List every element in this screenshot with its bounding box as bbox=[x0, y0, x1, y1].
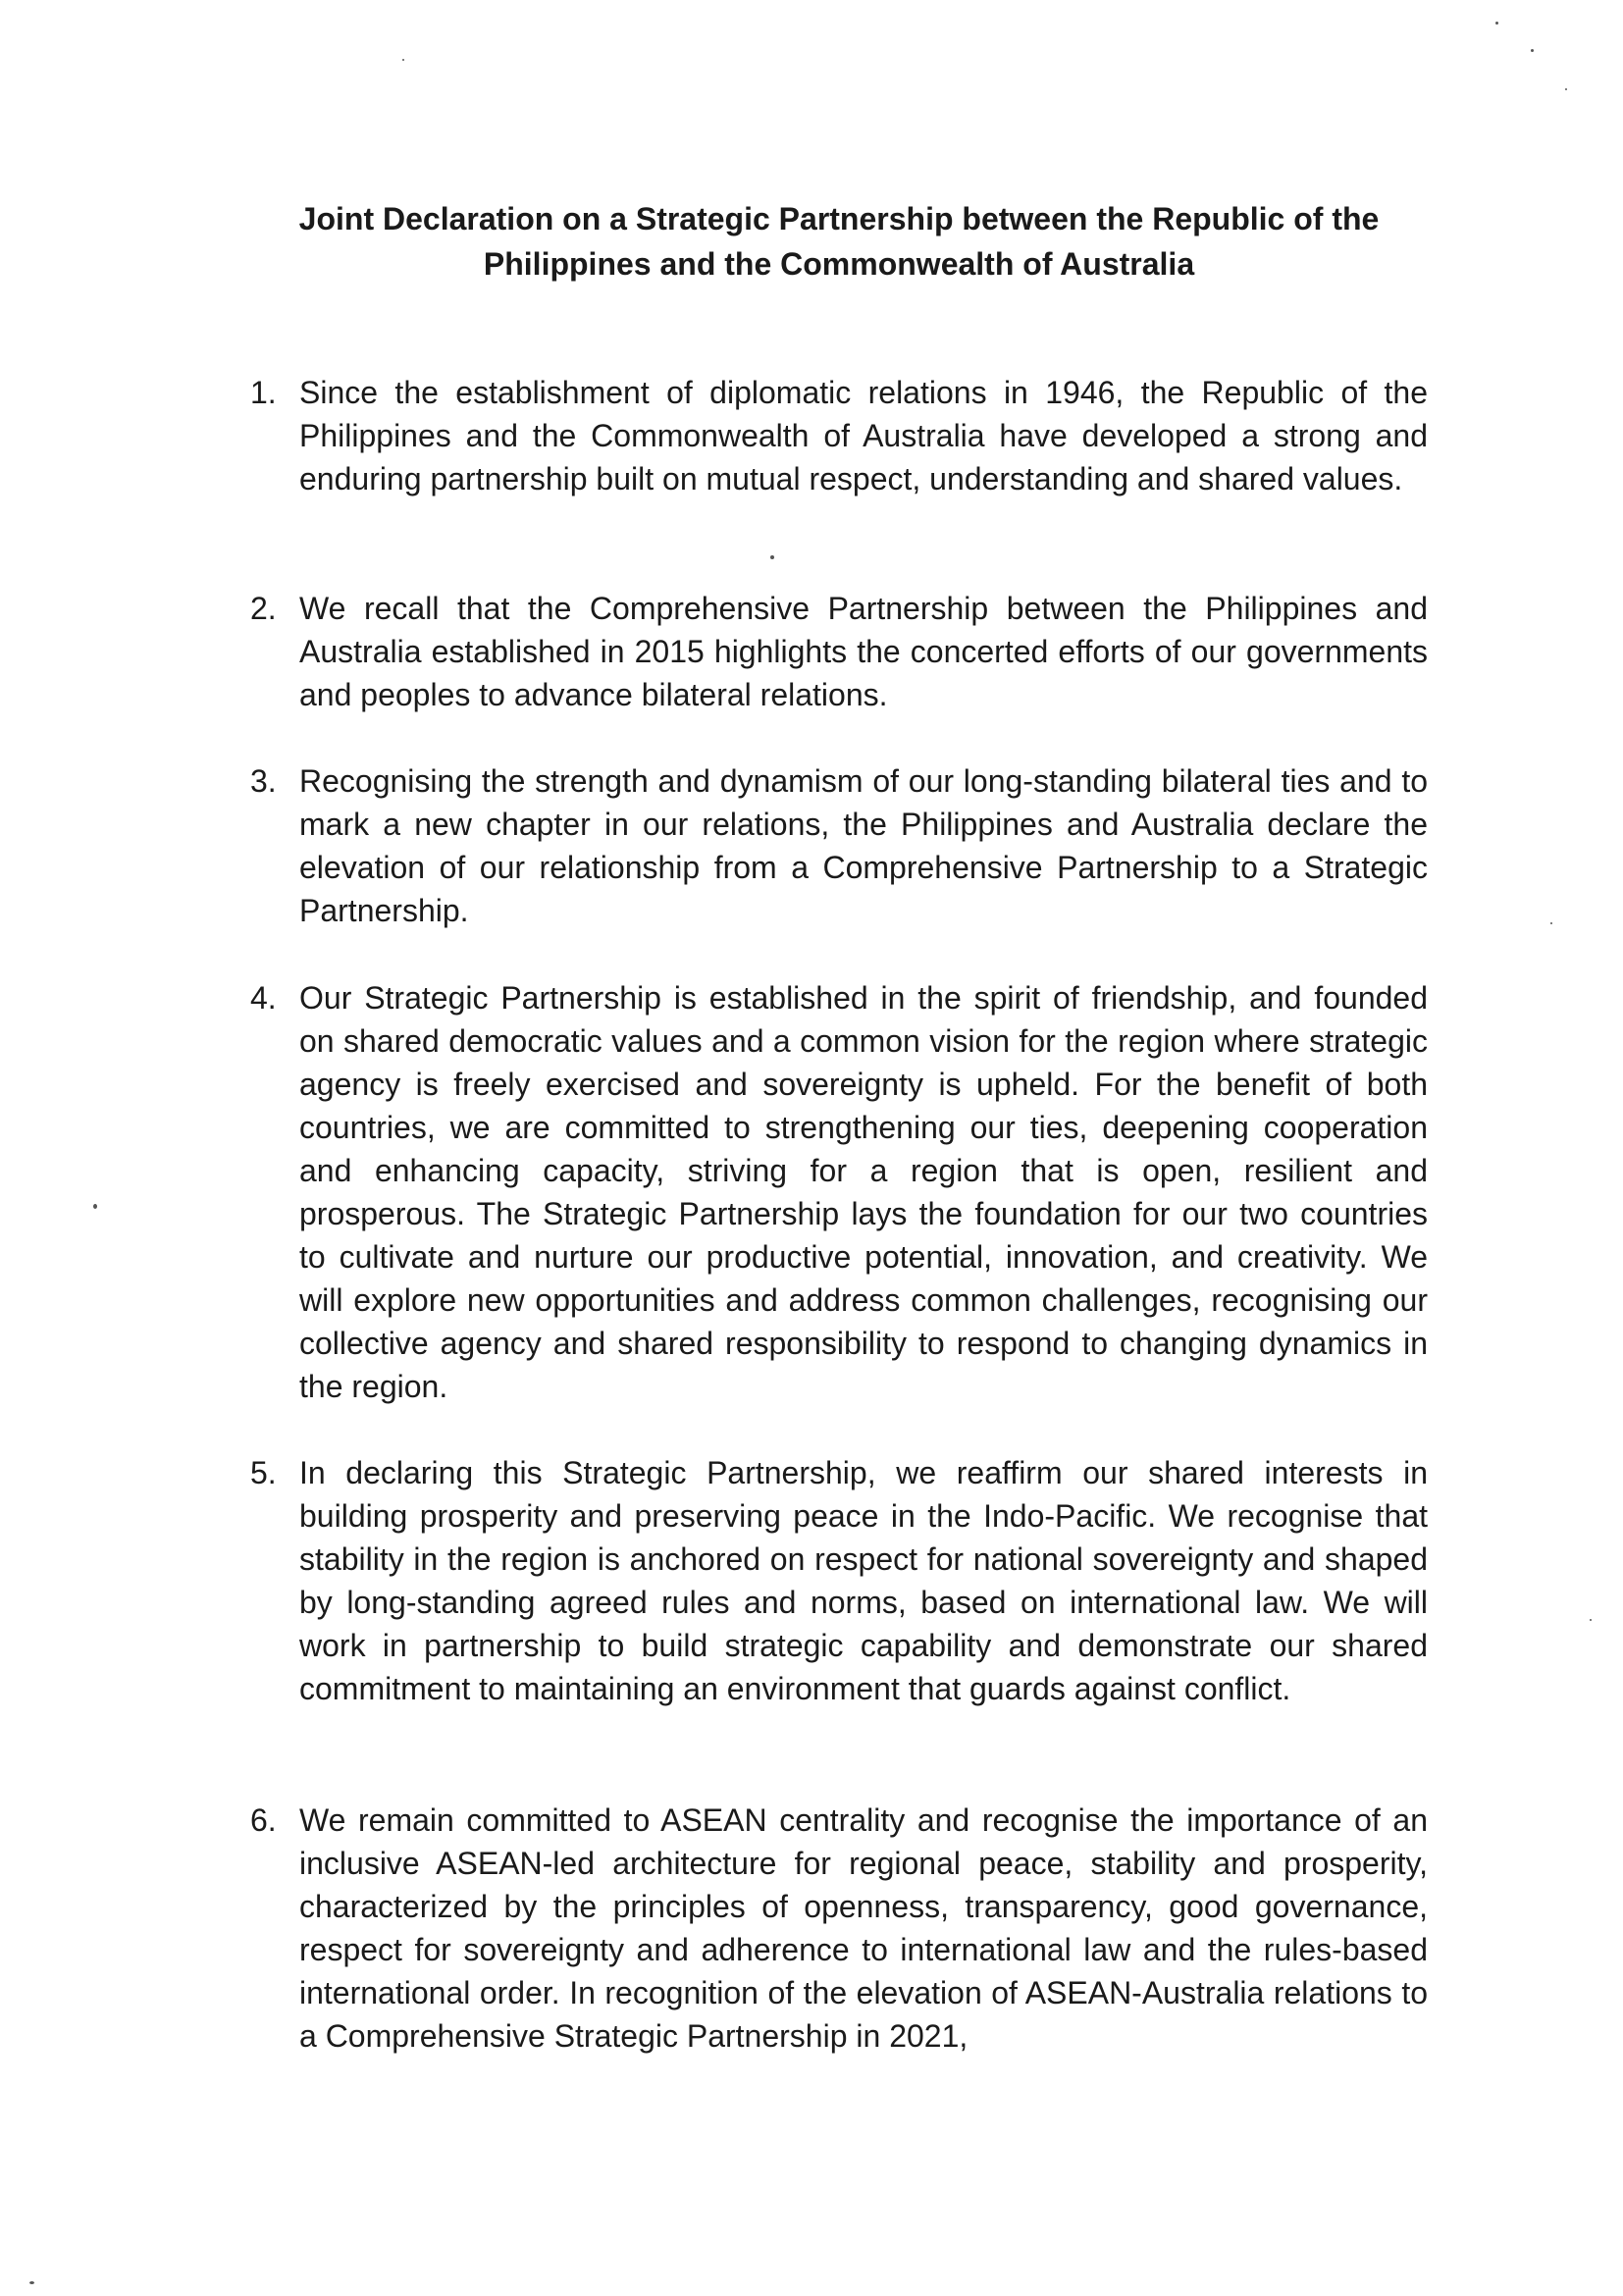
paragraph-number: 2. bbox=[250, 591, 277, 626]
title-line-1: Joint Declaration on a Strategic Partnership between the Republic of the bbox=[298, 201, 1380, 236]
paragraph-text: In declaring this Strategic Partnership, we reaffirm our shared interests in building prosperity and preserving peace in the Indo-Pacific. We recognise that stability in the region is anchored on respect for national sovereignty and shaped by long-standing agreed rules and norms, based on international law. We will work in partnership to build strategic capability and demonstrate our shared commitment to maintaining an environment that guards against conflict. bbox=[299, 1455, 1428, 1706]
paragraph-number: 6. bbox=[250, 1802, 277, 1838]
document-title bbox=[236, 196, 1442, 287]
scan-speck bbox=[29, 2281, 34, 2284]
paragraph-text: Our Strategic Partnership is established in the spirit of friendship, and founded on shared democratic values and a common vision for the region where strategic agency is freely exercised and sovereignty is upheld. For the benefit of both countries, we are committed to strengthening our ties, deepening cooperation and enhancing capacity, striving for a region that is open, resilient and prosperous. The Strategic Partnership lays the foundation for our two countries to cultivate and nurture our productive potential, innovation, and creativity. We will explore new opportunities and address common challenges, recognising our collective agency and shared responsibility to respond to changing dynamics in the region. bbox=[299, 980, 1428, 1404]
scan-speck bbox=[1550, 922, 1552, 924]
scan-speck bbox=[1495, 22, 1498, 25]
paragraph-number: 4. bbox=[250, 980, 277, 1016]
paragraph-number: 3. bbox=[250, 763, 277, 799]
paragraph-number: 1. bbox=[250, 375, 277, 410]
scan-speck bbox=[770, 555, 774, 559]
paragraph-6 bbox=[250, 1799, 1428, 2058]
scan-speck bbox=[93, 1204, 97, 1209]
paragraph-4 bbox=[250, 976, 1428, 1408]
paragraph-text: We recall that the Comprehensive Partnership between the Philippines and Australia established in 2015 highlights the concerted efforts of our governments and peoples to advance bilateral relations. bbox=[299, 591, 1428, 712]
scan-speck bbox=[402, 59, 404, 61]
paragraph-3 bbox=[250, 759, 1428, 932]
paragraph-text: Recognising the strength and dynamism of our long-standing bilateral ties and to mark a new chapter in our relations, the Philippines and Australia declare the elevation of our relationship from a Comprehensive Partnership to a Strategic Partnership. bbox=[299, 763, 1428, 928]
paragraph-text: Since the establishment of diplomatic relations in 1946, the Republic of the Philippines and the Commonwealth of Australia have developed a strong and enduring partnership built on mutual respect, understanding and shared values. bbox=[299, 375, 1428, 496]
scan-speck bbox=[1590, 1619, 1592, 1621]
scan-speck bbox=[1565, 88, 1567, 90]
title-line-2: Philippines and the Commonwealth of Australia bbox=[483, 246, 1195, 282]
paragraph-5 bbox=[250, 1451, 1428, 1710]
paragraph-1 bbox=[250, 371, 1428, 500]
paragraph-number: 5. bbox=[250, 1455, 277, 1490]
paragraph-text: We remain committed to ASEAN centrality and recognise the importance of an inclusive ASEAN-led architecture for regional peace, stability and prosperity, characterized by the principles of openness, transparency, good governance, respect for sovereignty and adherence to international law and the rules-based international order. In recognition of the elevation of ASEAN-Australia relations to a Comprehensive Strategic Partnership in 2021, bbox=[299, 1802, 1428, 2054]
scan-speck bbox=[1531, 49, 1534, 52]
paragraph-2 bbox=[250, 587, 1428, 716]
